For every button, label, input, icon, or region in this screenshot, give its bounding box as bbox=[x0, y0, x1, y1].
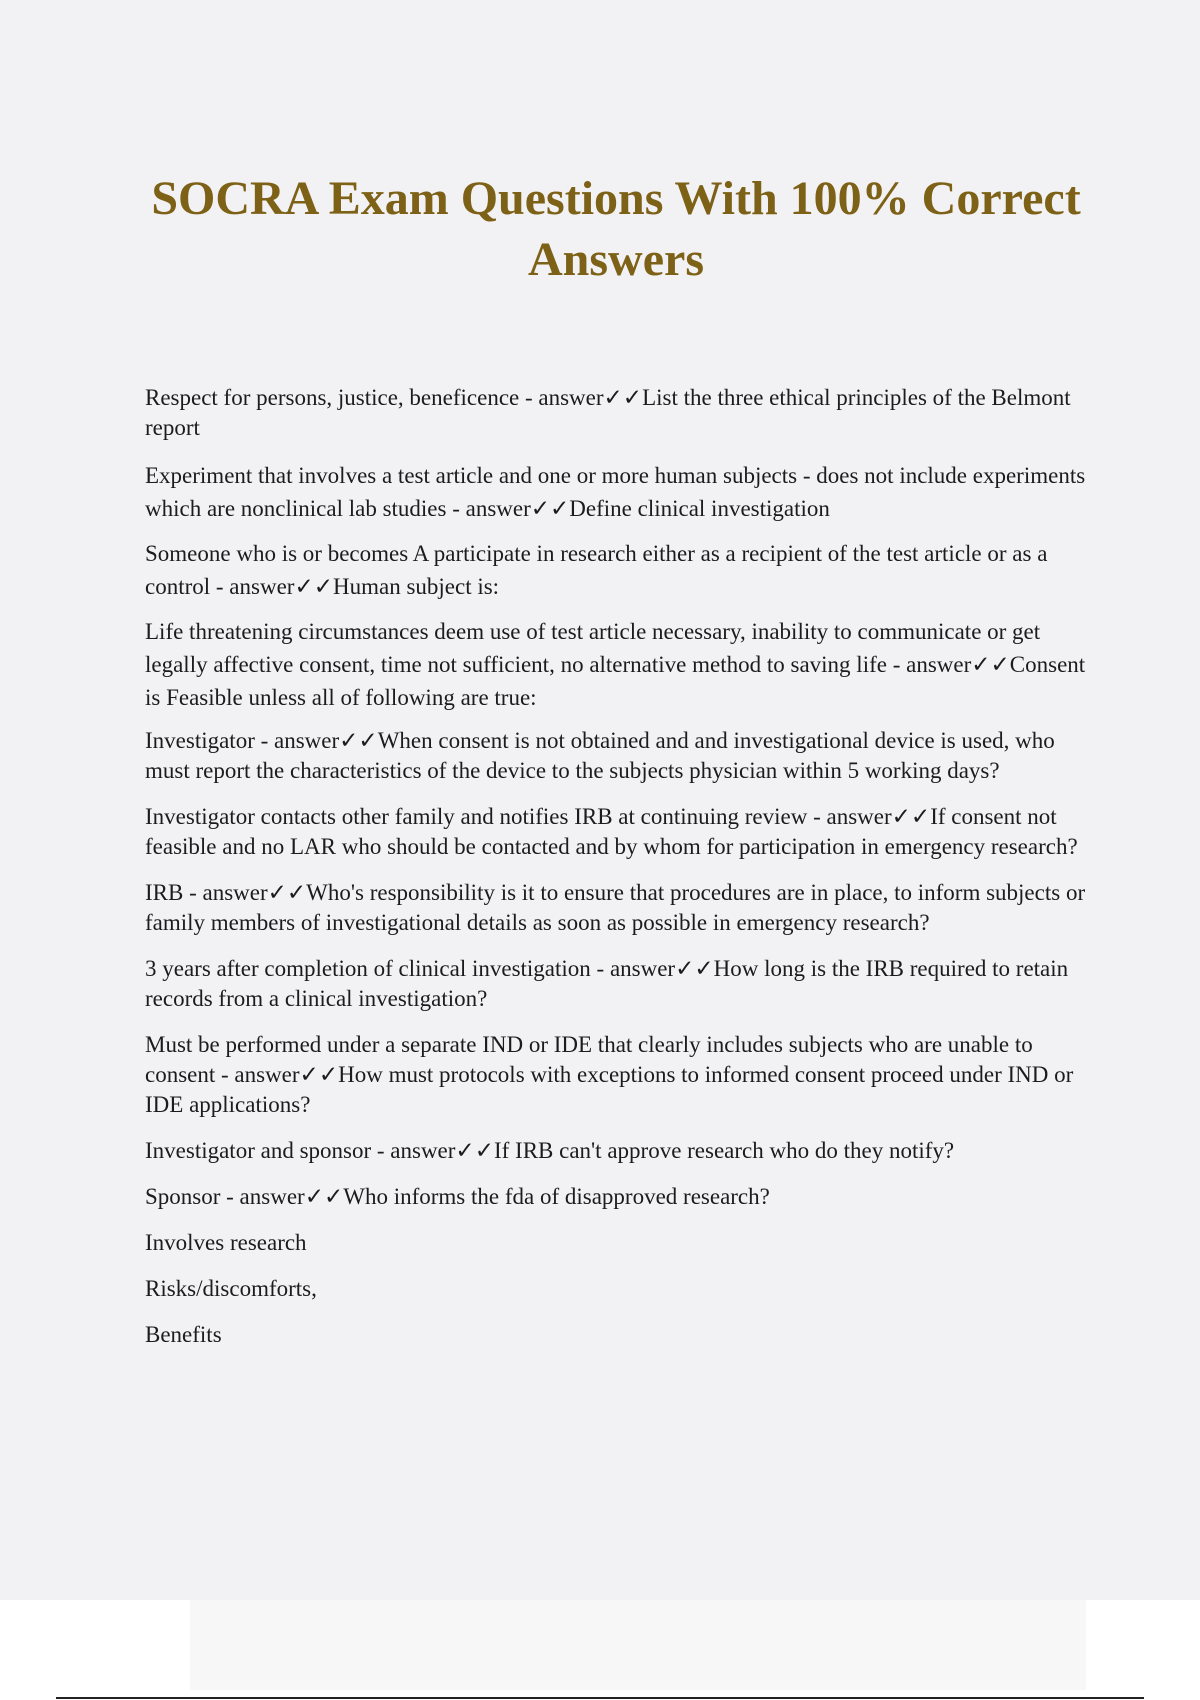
qa-item-8: 3 years after completion of clinical investigation - answer✓✓How long is the IRB required to retain records from a clinical investigation? bbox=[145, 956, 1069, 1011]
qa-item-9: Must be performed under a separate IND or IDE that clearly includes subjects who are unable to consent - answer✓✓How must protocols with exceptions to informed consent proceed under IND or IDE applications? bbox=[145, 1032, 1074, 1117]
qa-item-6: Investigator contacts other family and notifies IRB at continuing review - answer✓✓If consent not feasible and no LAR who should be contacted and by whom for participation in emergency research? bbox=[145, 804, 1078, 859]
qa-item-4: Life threatening circumstances deem use of test article necessary, inability to communicate or get legally affective consent, time not sufficient, no alternative method to saving life - answer✓✓Consent is Feasible unless all of following are true: bbox=[145, 619, 1086, 710]
qa-item-10: Investigator and sponsor - answer✓✓If IRB can't approve research who do they notify? bbox=[145, 1138, 955, 1163]
qa-item-12: Involves research bbox=[145, 1230, 307, 1255]
qa-item-11: Sponsor - answer✓✓Who informs the fda of disapproved research? bbox=[145, 1184, 770, 1209]
qa-item-5: Investigator - answer✓✓When consent is not obtained and and investigational device is used, who must report the characteristics of the device to the subjects physician within 5 working days? bbox=[145, 728, 1055, 783]
qa-list bbox=[145, 383, 1095, 1366]
page-bottom-strip bbox=[190, 1600, 1086, 1690]
qa-item-7: IRB - answer✓✓Who's responsibility is it to ensure that procedures are in place, to inform subjects or family members of investigational details as soon as possible in emergency research? bbox=[145, 880, 1086, 935]
qa-item-14: Benefits bbox=[145, 1322, 222, 1347]
qa-item-2: Experiment that involves a test article and one or more human subjects - does not include experiments which are nonclinical lab studies - answer✓✓Define clinical investigation bbox=[145, 463, 1086, 521]
footer-divider bbox=[56, 1697, 1144, 1699]
qa-item-1: Respect for persons, justice, beneficence - answer✓✓List the three ethical principles of the Belmont report bbox=[145, 385, 1071, 440]
page-title: SOCRA Exam Questions With 100% Correct Answers bbox=[151, 172, 1081, 286]
qa-item-13: Risks/discomforts, bbox=[145, 1276, 317, 1301]
qa-item-3: Someone who is or becomes A participate in research either as a recipient of the test article or as a control - answer✓✓Human subject is: bbox=[145, 541, 1048, 599]
